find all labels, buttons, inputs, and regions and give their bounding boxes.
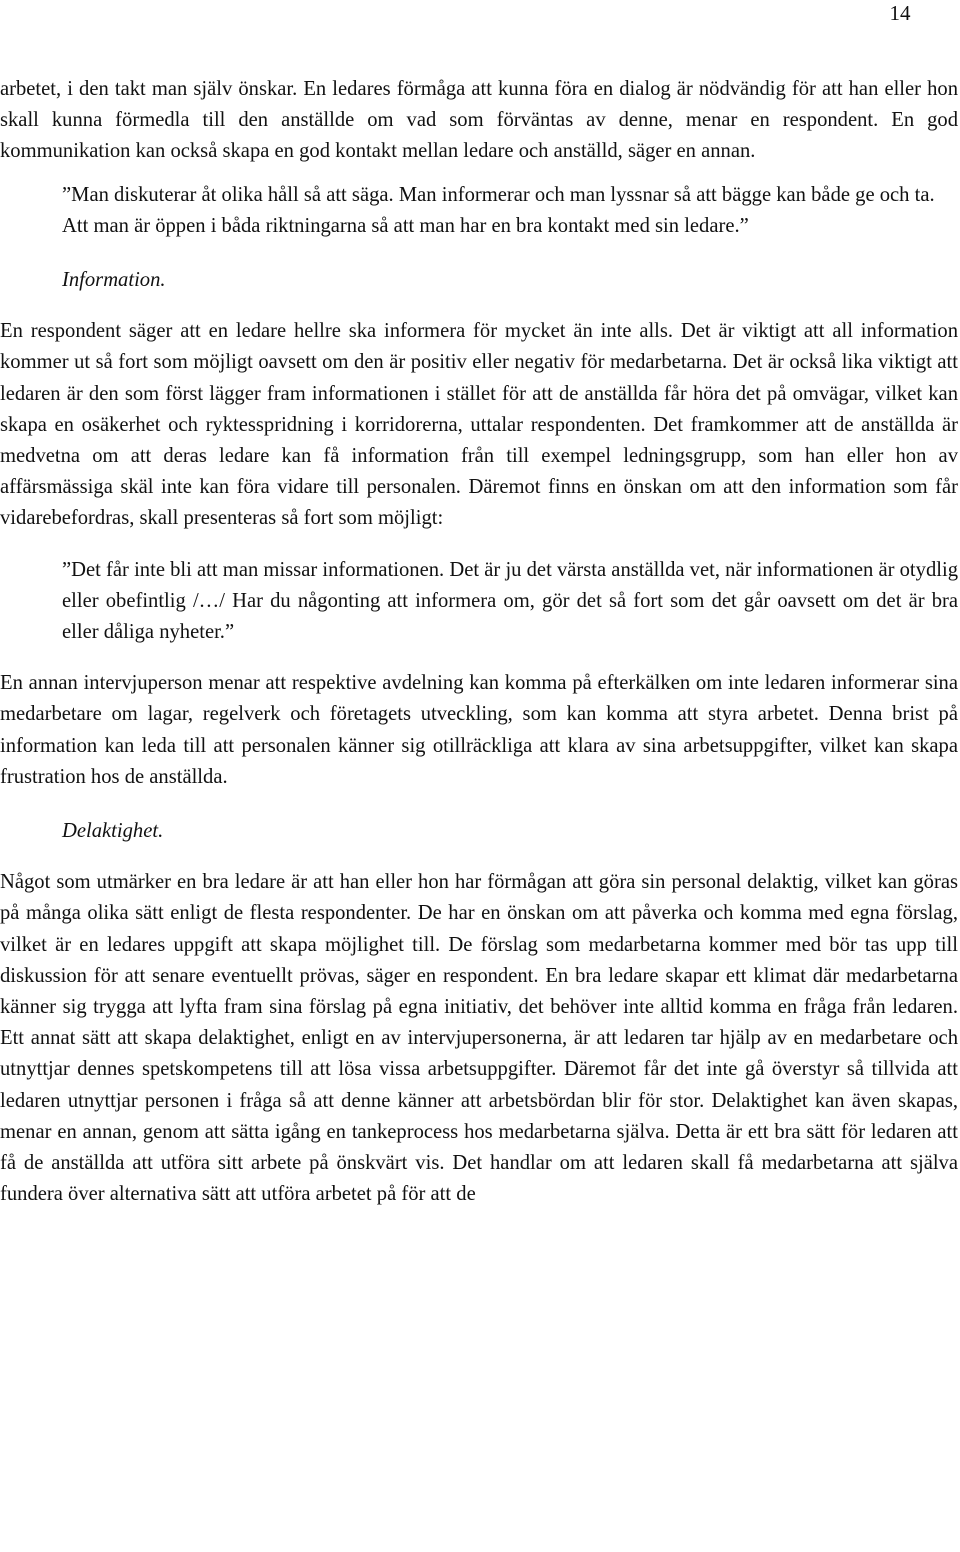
- section-heading-delaktighet: Delaktighet.: [62, 820, 164, 843]
- document-body: [0, 74, 958, 1211]
- information-paragraph: En respondent säger att en ledare hellre ska informera för mycket än inte alls. Det är viktigt att all information kommer ut så fort som möjligt oavsett om den är positiv eller negativ för medarbetarna. Det är också lika viktigt att ledaren är den som först lägger fram informationen i stället för att de anställda får höra det på omvägar, vilket kan skapa en osäkerhet och ryktesspridning i korridorerna, uttalar respondenten. Det framkommer att de anställda är medvetna om att deras ledare kan få information från till exempel ledningsgrupp, som han eller hon av affärsmässiga skäl inte kan föra vidare till personalen. Däremot finns en önskan om att den information som får vidarebefordras, skall presenteras så fort som möjligt:: [0, 320, 958, 530]
- intro-paragraph: arbetet, i den takt man själv önskar. En ledares förmåga att kunna föra en dialog är nödvändig för att han eller hon skall kunna förmedla till den anställde om vad som förväntas av denne, menar en respondent. En god kommunikation kan också skapa en god kontakt mellan ledare och anställd, säger en annan.: [0, 78, 958, 163]
- section-heading-information: Information.: [62, 269, 166, 292]
- information-quote: ”Det får inte bli att man missar informationen. Det är ju det värsta anställda vet, när informationen är otydlig eller obefintlig /…/ Har du någonting att informera om, gör det så fort som det går oavsett om det är bra eller dåliga nyheter.”: [62, 558, 958, 644]
- page-number: 14: [889, 1, 911, 25]
- interviewee-paragraph: En annan intervjuperson menar att respektive avdelning kan komma på efterkälken om inte ledaren informerar sina medarbetare om lagar, regelverk och företagets utveckling, som kan komma att styra arbetet. Denna brist på information kan leda till att personalen känner sig otillräckliga att klara av sina arbetsuppgifter, vilket kan skapa frustration hos de anställda.: [0, 672, 958, 788]
- dialog-quote: ”Man diskuterar åt olika håll så att säga. Man informerar och man lyssnar så att bägge kan både ge och ta. Att man är öppen i båda riktningarna så att man har en bra kontakt med sin ledare.”: [62, 183, 935, 237]
- delaktighet-paragraph: Något som utmärker en bra ledare är att han eller hon har förmågan att göra sin personal delaktig, vilket kan göras på många olika sätt enligt de flesta respondenter. De har en önskan om att påverka och komma med egna förslag, vilket är en ledares uppgift att skapa möjlighet till. De förslag som medarbetarna kommer med bör tas upp till diskussion för att senare eventuellt prövas, säger en respondent. En bra ledare skapar ett klimat där medarbetarna känner sig trygga att lyfta fram sina förslag på egna initiativ, det behöver inte alltid komma en fråga från ledaren. Ett annat sätt att skapa delaktighet, enligt en av intervjupersonerna, är att ledaren tar hjälp av en medarbetare och utnyttjar dennes spetskompetens till att lösa vissa arbetsuppgifter. Däremot får det inte gå överstyr så tillvida att ledaren utnyttjar personen i fråga så att denne känner att arbetsbördan blir för stor. Delaktighet kan även skapas, menar en annan, genom att sätta igång en tankeprocess hos medarbetarna själva. Detta är ett bra sätt för ledaren att få de anställda att utföra sitt arbete på önskvärt vis. Det handlar om att ledaren skall få medarbetarna att själva fundera över alternativa sätt att utföra arbetet på för att de: [0, 871, 958, 1206]
